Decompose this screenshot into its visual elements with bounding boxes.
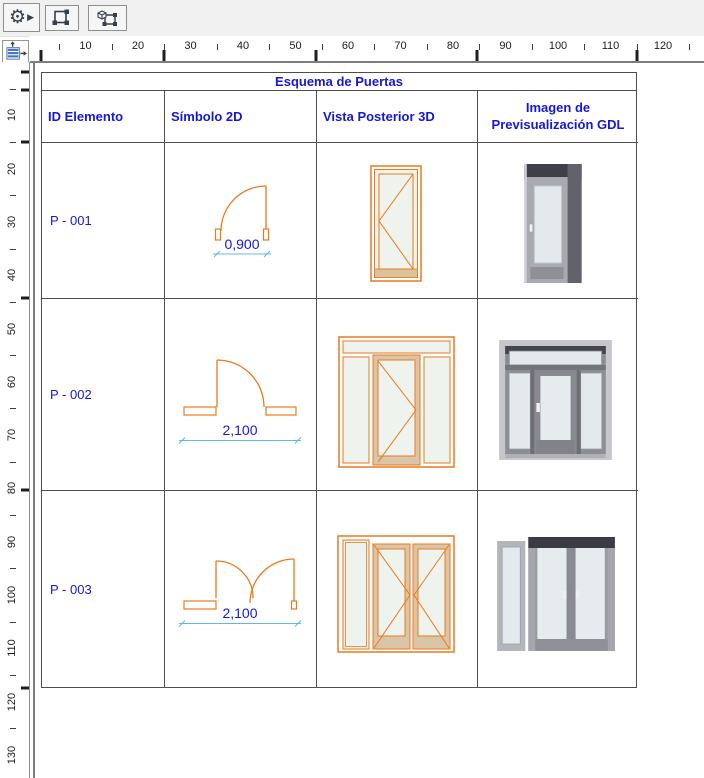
ruler-number: 70 <box>6 428 18 442</box>
ruler-minor-tick <box>10 302 16 303</box>
ruler-number: 110 <box>601 40 620 52</box>
double-swing-door-symbol <box>165 491 316 687</box>
ruler-minor-tick <box>10 142 16 143</box>
selection-3d-button[interactable] <box>88 5 127 31</box>
ruler-number: 20 <box>6 162 18 175</box>
door-schedule-table <box>41 72 637 688</box>
ruler-number: 60 <box>341 40 355 52</box>
settings-flyout-button[interactable] <box>3 3 40 32</box>
table-row <box>42 299 636 491</box>
symbol-2d-cell[interactable] <box>165 299 317 491</box>
gdl-preview-cell[interactable] <box>478 299 638 491</box>
swing-door-with-sidelights-symbol <box>165 299 316 490</box>
dimension-label: 2,100 <box>222 422 258 438</box>
single-swing-door-symbol <box>165 143 316 298</box>
ruler-number: 10 <box>79 40 92 52</box>
symbol-2d-cell[interactable] <box>165 491 317 687</box>
dimension-label: 2,100 <box>222 605 258 621</box>
ruler-minor-tick <box>322 44 323 50</box>
ruler-number: 120 <box>6 692 18 711</box>
ruler-number: 90 <box>499 40 512 52</box>
gdl-preview-cell[interactable] <box>478 143 638 299</box>
ruler-number: 60 <box>6 375 18 388</box>
gdl-preview-cell[interactable] <box>478 491 638 687</box>
ruler-minor-tick <box>689 44 690 50</box>
ruler-minor-tick <box>584 44 585 50</box>
header-symbol-2d[interactable]: Símbolo 2D <box>165 91 317 143</box>
selection-nodes-icon <box>52 9 72 27</box>
schedule-orientation-icon <box>3 41 28 62</box>
header-imagen-gdl[interactable]: Imagen de Previsualización GDL <box>478 91 638 143</box>
column-boundary-tick <box>163 50 166 61</box>
ruler-minor-tick <box>269 44 270 50</box>
vista-3d-cell[interactable] <box>317 143 478 299</box>
ruler-number: 90 <box>6 535 18 548</box>
ruler-number: 100 <box>548 40 568 52</box>
ruler-minor-tick <box>10 675 16 676</box>
flyout-arrow-icon: ▶ <box>27 12 34 22</box>
single-panel-door-preview <box>478 143 638 298</box>
ruler-minor-tick <box>374 44 375 50</box>
ruler-number: 100 <box>6 585 18 605</box>
ruler-minor-tick <box>479 44 480 50</box>
toolbar <box>0 0 704 37</box>
vista-3d-cell[interactable] <box>317 491 478 687</box>
ruler-minor-tick <box>217 44 218 50</box>
id-cell[interactable]: P - 001 <box>42 143 165 299</box>
ruler-minor-tick <box>10 462 16 463</box>
door-sidelights-transom-3d-view <box>317 299 477 490</box>
vertical-ruler[interactable] <box>0 62 30 778</box>
id-cell[interactable]: P - 002 <box>42 299 165 491</box>
row-boundary-tick <box>21 489 29 492</box>
ruler-number: 50 <box>289 40 302 52</box>
column-boundary-tick <box>40 50 43 61</box>
ruler-minor-tick <box>10 89 16 90</box>
single-door-3d-view <box>317 143 477 298</box>
header-id[interactable]: ID Elemento <box>42 91 165 143</box>
ruler-number: 40 <box>236 40 250 52</box>
door-sidelights-transom-preview <box>478 299 638 490</box>
ruler-number: 10 <box>6 109 18 122</box>
header-vista-posterior-3d[interactable]: Vista Posterior 3D <box>317 91 478 143</box>
column-boundary-tick <box>476 50 479 61</box>
ruler-minor-tick <box>10 195 16 196</box>
selection-3d-icon <box>96 9 120 27</box>
row-boundary-tick <box>21 89 29 92</box>
drawing-frame-left <box>33 61 35 778</box>
ruler-minor-tick <box>10 355 16 356</box>
ruler-minor-tick <box>532 44 533 50</box>
column-boundary-tick <box>636 50 639 61</box>
gear-icon: ⚙ <box>9 7 27 28</box>
dimension-label: 0,900 <box>224 236 260 252</box>
ruler-minor-tick <box>10 515 16 516</box>
ruler-number: 110 <box>6 639 18 658</box>
vista-3d-cell[interactable] <box>317 299 478 491</box>
symbol-2d-cell[interactable] <box>165 143 317 299</box>
row-boundary-tick <box>21 297 29 300</box>
ruler-number: 120 <box>653 40 673 52</box>
ruler-minor-tick <box>10 622 16 623</box>
ruler-minor-tick <box>59 44 60 50</box>
ruler-number: 30 <box>6 215 18 229</box>
horizontal-ruler[interactable] <box>30 36 704 61</box>
ruler-minor-tick <box>112 44 113 50</box>
ruler-number: 80 <box>446 40 460 52</box>
ruler-number: 130 <box>6 745 18 765</box>
ruler-minor-tick <box>10 728 16 729</box>
ruler-number: 40 <box>6 269 18 282</box>
header-row <box>42 91 636 143</box>
table-row <box>42 143 636 299</box>
row-boundary-tick <box>21 687 29 690</box>
ruler-minor-tick <box>10 408 16 409</box>
table-row <box>42 491 636 687</box>
ruler-number: 20 <box>131 40 145 52</box>
schedule-orientation-button[interactable] <box>2 40 29 63</box>
drawing-frame-top <box>30 61 704 63</box>
double-door-sidelight-3d-view <box>317 491 477 687</box>
ruler-number: 70 <box>394 40 407 52</box>
double-door-sidelight-preview <box>478 491 638 687</box>
row-boundary-tick <box>21 71 29 74</box>
schedule-title: Esquema de Puertas <box>42 73 636 91</box>
id-cell[interactable]: P - 003 <box>42 491 165 687</box>
selection-nodes-button[interactable] <box>45 5 79 31</box>
ruler-minor-tick <box>10 568 16 569</box>
row-boundary-tick <box>21 141 29 144</box>
ruler-number: 50 <box>6 322 18 335</box>
column-boundary-tick <box>315 50 318 61</box>
ruler-minor-tick <box>427 44 428 50</box>
ruler-minor-tick <box>10 249 16 250</box>
ruler-number: 80 <box>6 482 18 495</box>
ruler-number: 30 <box>184 40 197 52</box>
